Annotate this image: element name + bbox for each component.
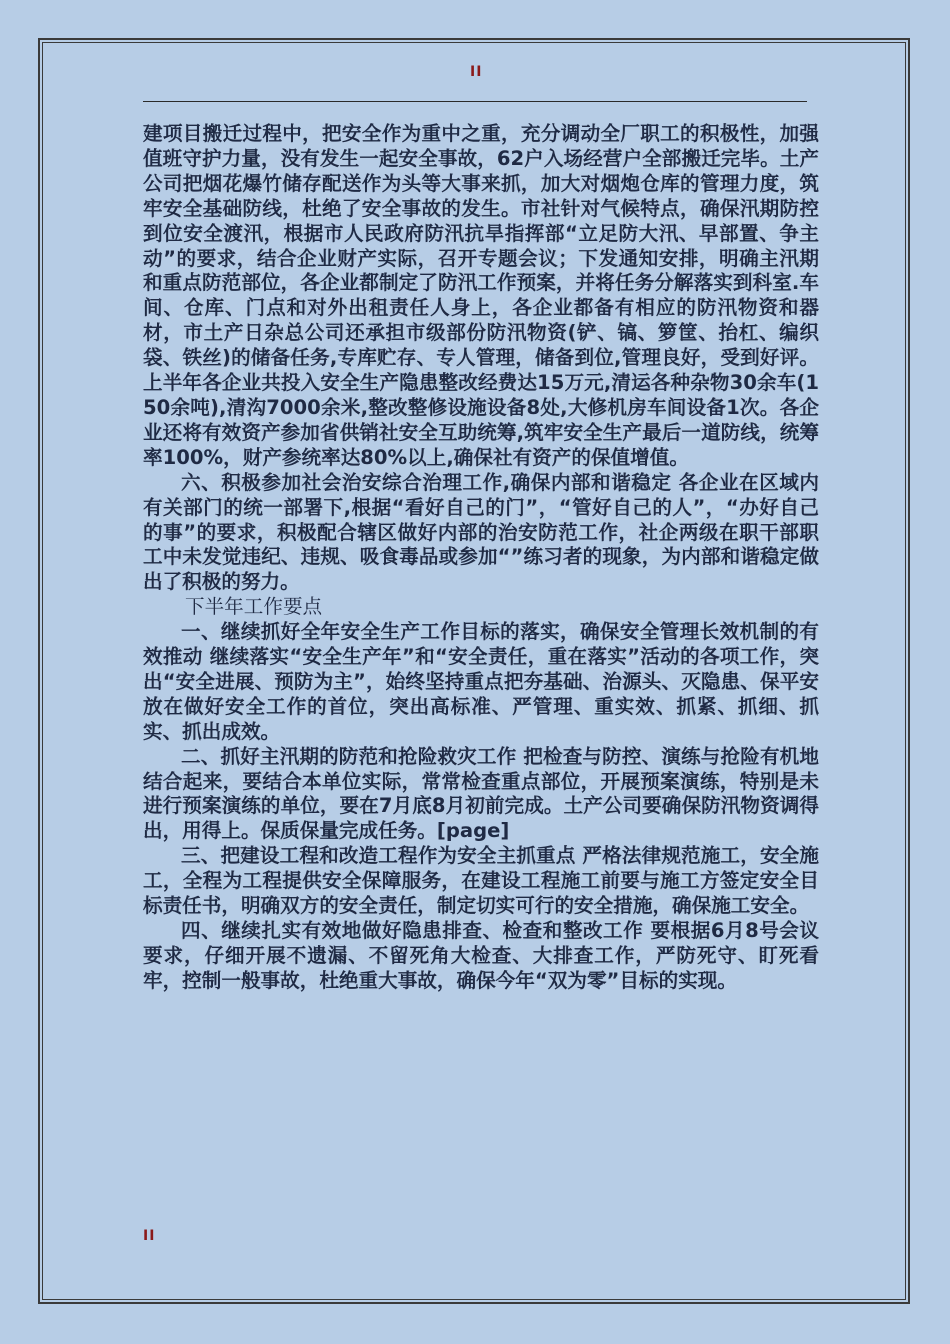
paragraph-item-three: 三、把建设工程和改造工程作为安全主抓重点 严格法律规范施工，安全施工，全程为工程提供安全保障服务，在建设工程施工前要与施工方签定安全目标责任书，明确双方的安全责任，制定切实可行的安全措施，确保施工安全。 — [143, 844, 819, 918]
paragraph-item-one: 一、继续抓好全年安全生产工作目标的落实，确保安全管理长效机制的有效推动 继续落实“安全生产年”和“安全责任，重在落实”活动的各项工作，突出“安全进展、预防为主”，始终坚持重点把夯基础、治源头、灭隐患、保平安放在做好安全工作的首位，突出高标准、严管理、重实效、抓紧、抓细、抓实、抓出成效。 — [143, 620, 819, 743]
paragraph-item-two: 二、抓好主汛期的防范和抢险救灾工作 把检查与防控、演练与抢险有机地结合起来，要结合本单位实际，常常检查重点部位，开展预案演练，特别是未进行预案演练的单位，要在7月底8月初前完成。土产公司要确保防汛物资调得出，用得上。保质保量完成任务。[page] — [143, 744, 819, 843]
section-heading-second-half: 下半年工作要点 — [185, 595, 323, 619]
paragraph-public-order: 六、积极参加社会治安综合治理工作,确保内部和谐稳定 各企业在区域内有关部门的统一部署下,根据“看好自己的门”，“管好自己的人”，“办好自己的事”的要求，积极配合辖区做好内部的治安防范工作，社企两级在职干部职工中未发觉违纪、违规、吸食毒品或参加“”练习者的现象，为内部和谐稳定做出了积极的努力。 — [143, 470, 819, 594]
footer-page-mark: II — [143, 1228, 156, 1244]
paragraph-safety-summary: 建项目搬迁过程中，把安全作为重中之重，充分调动全厂职工的积极性，加强值班守护力量，没有发生一起安全事故，62户入场经营户全部搬迁完毕。土产公司把烟花爆竹储存配送作为头等大事来抓，加大对烟炮仓库的管理力度，筑牢安全基础防线，杜绝了安全事故的发生。市社针对气候特点，确保汛期防控到位安全渡汛，根据市人民政府防汛抗旱指挥部“立足防大汛、早部置、争主动”的要求，结合企业财产实际，召开专题会议；下发通知安排，明确主汛期和重点防范部位，各企业都制定了防汛工作预案，并将任务分解落实到科室.车间、仓库、门点和对外出租责任人身上，各企业都备有相应的防汛物资和器材，市土产日杂总公司还承担市级部份防汛物资(铲、镐、箩筐、抬杠、编织袋、铁丝)的储备任务,专库贮存、专人管理，储备到位,管理良好，受到好评。上半年各企业共投入安全生产隐患整改经费达15万元,清运各种杂物30余车(150余吨),清沟7000余米,整改整修设施设备8处,大修机房车间设备1次。各企业还将有效资产参加省供销社安全互助统筹,筑牢安全生产最后一道防线，统筹率100%，财产参统率达80%以上,确保社有资产的保值增值。 — [143, 122, 819, 469]
document-body — [143, 122, 819, 994]
header-rule — [143, 101, 807, 102]
header-page-mark: II — [470, 64, 483, 80]
paragraph-item-four: 四、继续扎实有效地做好隐患排查、检查和整改工作 要根据6月8号会议要求，仔细开展不遗漏、不留死角大检查、大排查工作，严防死守、盯死看牢，控制一般事故，杜绝重大事故，确保今年“双为零”目标的实现。 — [143, 919, 819, 992]
